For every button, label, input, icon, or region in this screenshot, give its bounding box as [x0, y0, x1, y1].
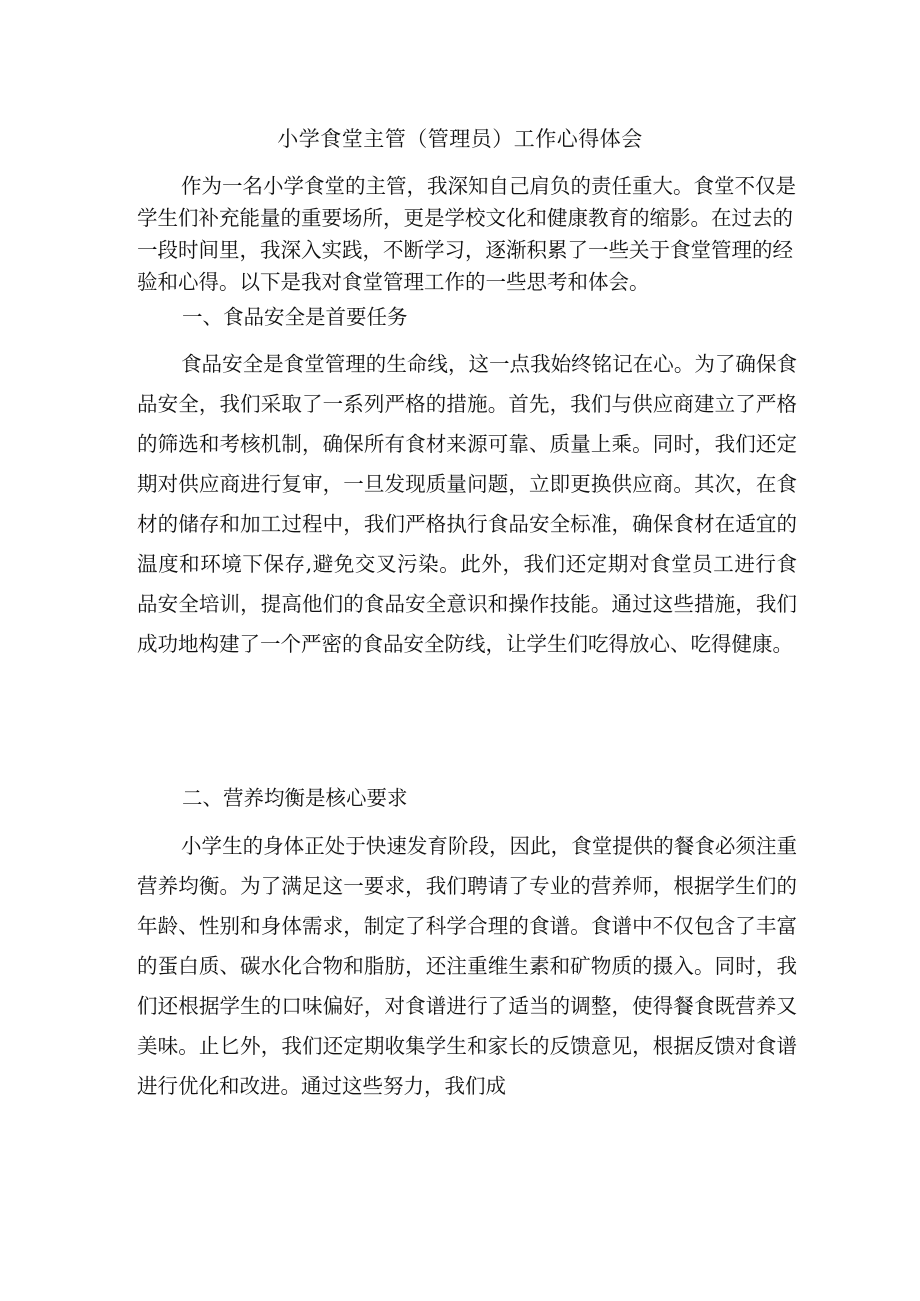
document-title: 小学食堂主管（管理员）工作心得体会 [277, 127, 643, 151]
section-body-nutrition: 小学生的身体正处于快速发育阶段，因此，食堂提供的餐食必须注重营养均衡。为了满足这一要求，我们聘请了专业的营养师，根据学生们的年龄、性别和身体需求，制定了科学合理的食谱。食谱中不仅包含了丰富的蛋白质、碳水化合物和脂肪，还注重维生素和矿物质的摄入。同时，我们还根据学生的口味偏好，对食谱进行了适当的调整，使得餐食既营养又美味。止匕外，我们还定期收集学生和家长的反馈意见，根据反馈对食谱进行优化和改进。通过这些努力，我们成 [137, 834, 797, 1098]
intro-paragraph: 作为一名小学食堂的主管，我深知自己肩负的责任重大。食堂不仅是学生们补充能量的重要场所，更是学校文化和健康教育的缩影。在过去的一段时间里，我深入实践，不断学习，逐渐积累了一些关于食堂管理的经验和心得。以下是我对食堂管理工作的一些思考和体会。 [137, 174, 796, 294]
section-heading-food-safety: 一、食品安全是首要任务 [182, 305, 408, 329]
section-heading-nutrition: 二、营养均衡是核心要求 [182, 786, 408, 810]
section-body-food-safety: 食品安全是食堂管理的生命线，这一点我始终铭记在心。为了确保食品安全，我们采取了一系列严格的措施。首先，我们与供应商建立了严格的筛选和考核机制，确保所有食材来源可靠、质量上乘。同时，我们还定期对供应商进行复审，一旦发现质量问题，立即更换供应商。其次，在食材的储存和加工过程中，我们严格执行食品安全标准，确保食材在适宜的温度和环境下保存,避免交叉污染。此外，我们还定期对食堂员工进行食品安全培训，提高他们的食品安全意识和操作技能。通过这些措施，我们成功地构建了一个严密的食品安全防线，让学生们吃得放心、吃得健康。 [137, 352, 797, 656]
